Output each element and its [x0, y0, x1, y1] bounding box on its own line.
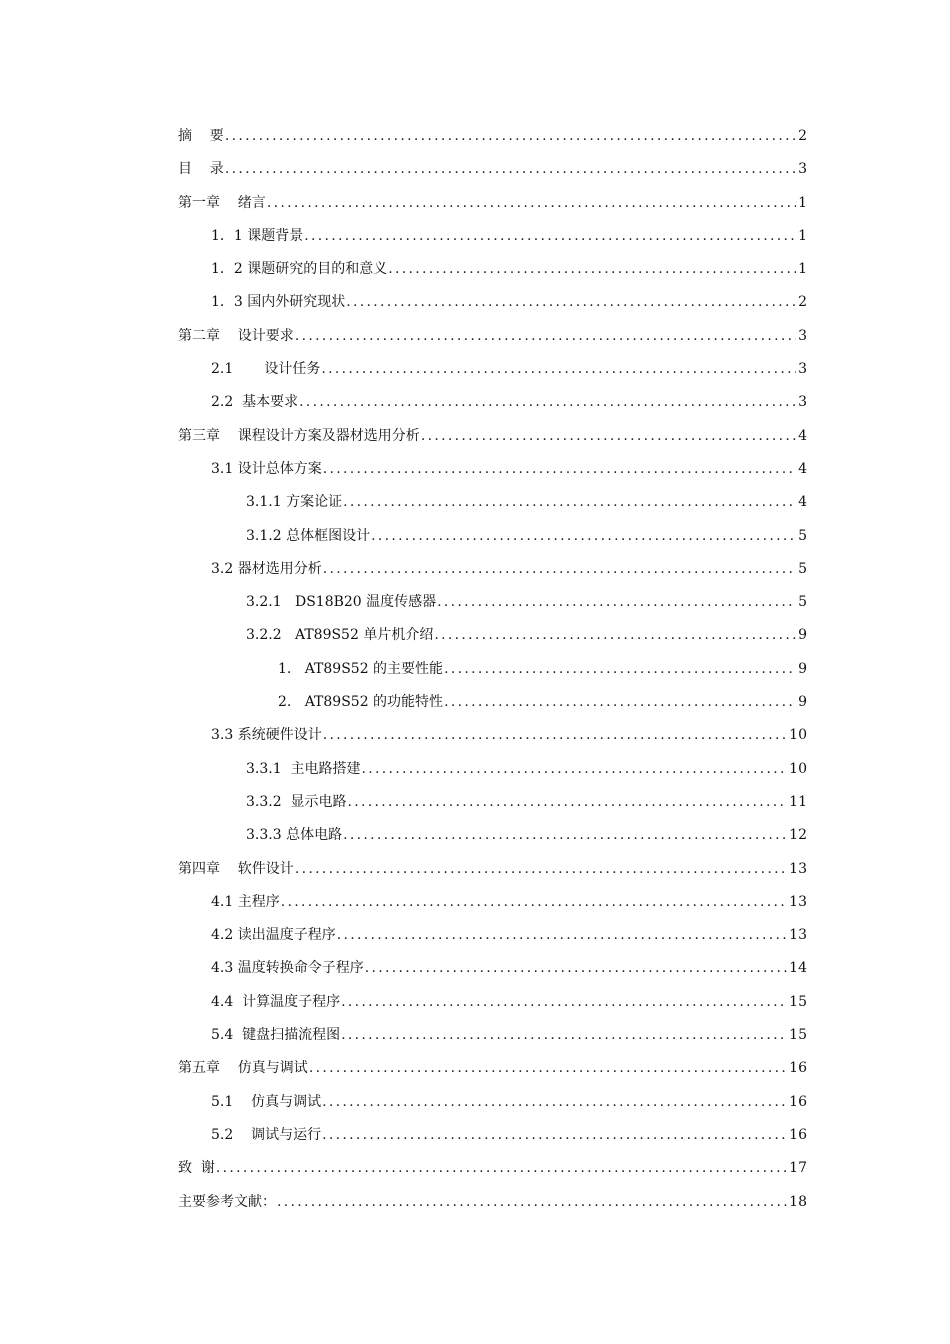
toc-entry[interactable]	[178, 426, 807, 459]
toc-entry-page-number: 16	[789, 1060, 807, 1077]
toc-leader-dots	[444, 692, 796, 712]
toc-leader-dots	[346, 292, 796, 312]
toc-leader-dots	[295, 326, 796, 346]
toc-entry-title: 1．2 课题研究的目的和意义	[211, 261, 388, 278]
toc-entry[interactable]	[178, 159, 807, 192]
toc-entry[interactable]	[178, 259, 807, 292]
toc-leader-dots	[341, 1025, 787, 1045]
toc-entry[interactable]	[178, 492, 807, 525]
toc-entry[interactable]	[178, 692, 807, 725]
toc-entry-title: 3.1 设计总体方案	[211, 460, 322, 477]
toc-leader-dots	[421, 426, 796, 446]
toc-leader-dots	[323, 725, 787, 745]
toc-entry-page-number: 9	[798, 660, 807, 677]
toc-entry-page-number: 1	[798, 194, 807, 211]
toc-leader-dots	[437, 592, 796, 612]
toc-entry-title: 4.1 主程序	[211, 893, 280, 910]
toc-leader-dots	[295, 859, 787, 879]
toc-entry[interactable]	[178, 193, 807, 226]
toc-entry-title: 5.2 调试与运行	[211, 1126, 322, 1143]
toc-entry-title: 第三章 课程设计方案及器材选用分析	[178, 427, 420, 444]
toc-entry-page-number: 5	[798, 560, 807, 577]
toc-leader-dots	[321, 359, 796, 379]
toc-leader-dots	[216, 1158, 787, 1178]
toc-entry[interactable]	[178, 859, 807, 892]
toc-entry-title: 2. AT89S52 的功能特性	[278, 694, 444, 711]
toc-entry[interactable]	[178, 725, 807, 758]
toc-entry-page-number: 14	[789, 960, 807, 977]
toc-entry-page-number: 3	[798, 394, 807, 411]
toc-leader-dots	[299, 392, 796, 412]
toc-entry[interactable]	[178, 1192, 807, 1225]
toc-leader-dots	[225, 159, 796, 179]
toc-entry-title: 主要参考文献：	[178, 1193, 276, 1210]
toc-entry-page-number: 2	[798, 294, 807, 311]
toc-entry-title: 1．1 课题背景	[211, 227, 304, 244]
toc-entry[interactable]	[178, 526, 807, 559]
toc-entry-title: 3.2.1 DS18B20 温度传感器	[246, 594, 437, 611]
toc-leader-dots	[343, 492, 796, 512]
toc-entry[interactable]	[178, 1125, 807, 1158]
toc-leader-dots	[304, 226, 796, 246]
toc-leader-dots	[434, 625, 796, 645]
toc-entry-title: 2.2 基本要求	[211, 394, 299, 411]
toc-entry-page-number: 13	[789, 893, 807, 910]
toc-entry-title: 3.2 器材选用分析	[211, 560, 322, 577]
toc-entry-title: 目 录	[178, 161, 224, 178]
toc-leader-dots	[323, 559, 796, 579]
toc-entry-title: 第一章 绪言	[178, 194, 266, 211]
toc-entry[interactable]	[178, 825, 807, 858]
toc-entry[interactable]	[178, 592, 807, 625]
toc-leader-dots	[371, 526, 796, 546]
toc-entry-page-number: 16	[789, 1126, 807, 1143]
toc-entry[interactable]	[178, 1158, 807, 1191]
toc-entry-page-number: 15	[789, 993, 807, 1010]
toc-leader-dots	[322, 1092, 787, 1112]
toc-entry-page-number: 11	[789, 793, 807, 810]
toc-entry[interactable]	[178, 359, 807, 392]
toc-entry-title: 第五章 仿真与调试	[178, 1060, 308, 1077]
toc-entry[interactable]	[178, 1092, 807, 1125]
toc-entry-page-number: 2	[798, 128, 807, 144]
toc-entry[interactable]	[178, 625, 807, 658]
toc-entry-title: 3.3.2 显示电路	[246, 793, 347, 810]
toc-entry-title: 1．3 国内外研究现状	[211, 294, 346, 311]
toc-leader-dots	[343, 825, 787, 845]
toc-entry-title: 3.1.2 总体框图设计	[246, 527, 371, 544]
toc-leader-dots	[281, 892, 787, 912]
toc-leader-dots	[365, 958, 787, 978]
toc-entry-title: 3.3 系统硬件设计	[211, 727, 322, 744]
toc-entry-title: 1. AT89S52 的主要性能	[278, 660, 444, 677]
toc-entry-page-number: 10	[789, 727, 807, 744]
toc-leader-dots	[362, 759, 788, 779]
toc-entry-page-number: 13	[789, 927, 807, 944]
toc-entry-title: 4.3 温度转换命令子程序	[211, 960, 364, 977]
toc-entry[interactable]	[178, 958, 807, 991]
toc-entry[interactable]	[178, 1058, 807, 1091]
toc-entry-title: 3.3.3 总体电路	[246, 827, 343, 844]
toc-entry-title: 5.1 仿真与调试	[211, 1093, 322, 1110]
toc-entry-page-number: 1	[798, 227, 807, 244]
toc-entry[interactable]	[178, 459, 807, 492]
toc-leader-dots	[444, 659, 796, 679]
toc-entry-title: 3.3.1 主电路搭建	[246, 760, 361, 777]
toc-leader-dots	[337, 925, 787, 945]
toc-entry-title: 4.4 计算温度子程序	[211, 993, 341, 1010]
toc-entry[interactable]	[178, 792, 807, 825]
toc-entry-page-number: 12	[789, 827, 807, 844]
toc-entry-page-number: 3	[798, 161, 807, 178]
toc-leader-dots	[225, 126, 796, 146]
toc-entry[interactable]	[178, 1025, 807, 1058]
toc-entry[interactable]	[178, 292, 807, 325]
toc-entry-title: 3.2.2 AT89S52 单片机介绍	[246, 627, 434, 644]
toc-entry[interactable]	[178, 392, 807, 425]
toc-entry-title: 2.1 设计任务	[211, 361, 321, 378]
toc-entry-page-number: 18	[789, 1193, 807, 1210]
toc-entry-page-number: 1	[798, 261, 807, 278]
toc-entry-page-number: 10	[789, 760, 807, 777]
toc-leader-dots	[341, 992, 787, 1012]
toc-entry-page-number: 4	[798, 427, 807, 444]
toc-entry-title: 摘 要	[178, 128, 224, 144]
toc-entry[interactable]	[178, 925, 807, 958]
toc-leader-dots	[322, 1125, 787, 1145]
toc-entry-page-number: 9	[798, 694, 807, 711]
toc-entry-page-number: 17	[789, 1160, 807, 1177]
toc-entry-page-number: 3	[798, 327, 807, 344]
toc-entry-title: 第四章 软件设计	[178, 860, 294, 877]
toc-entry-title: 4.2 读出温度子程序	[211, 927, 336, 944]
toc-entry-page-number: 4	[798, 494, 807, 511]
toc-entry-title: 第二章 设计要求	[178, 327, 294, 344]
toc-entry-page-number: 13	[789, 860, 807, 877]
toc-leader-dots	[323, 459, 796, 479]
toc-entry-page-number: 3	[798, 361, 807, 378]
toc-leader-dots	[277, 1192, 787, 1212]
table-of-contents	[178, 126, 807, 1225]
toc-entry-page-number: 15	[789, 1027, 807, 1044]
toc-entry-title: 3.1.1 方案论证	[246, 494, 343, 511]
toc-entry-page-number: 4	[798, 460, 807, 477]
toc-entry[interactable]	[178, 226, 807, 259]
toc-entry[interactable]	[178, 326, 807, 359]
toc-entry[interactable]	[178, 659, 807, 692]
toc-entry-page-number: 9	[798, 627, 807, 644]
toc-entry-page-number: 16	[789, 1093, 807, 1110]
toc-leader-dots	[348, 792, 788, 812]
toc-entry[interactable]	[178, 759, 807, 792]
toc-entry[interactable]	[178, 992, 807, 1025]
toc-entry[interactable]	[178, 892, 807, 925]
toc-entry-page-number: 5	[798, 527, 807, 544]
toc-entry-title: 5.4 键盘扫描流程图	[211, 1027, 341, 1044]
toc-entry[interactable]	[178, 126, 807, 159]
toc-entry[interactable]	[178, 559, 807, 592]
toc-entry-title: 致 谢	[178, 1160, 215, 1177]
toc-leader-dots	[267, 193, 796, 213]
toc-leader-dots	[388, 259, 796, 279]
toc-leader-dots	[309, 1058, 787, 1078]
toc-entry-page-number: 5	[798, 594, 807, 611]
